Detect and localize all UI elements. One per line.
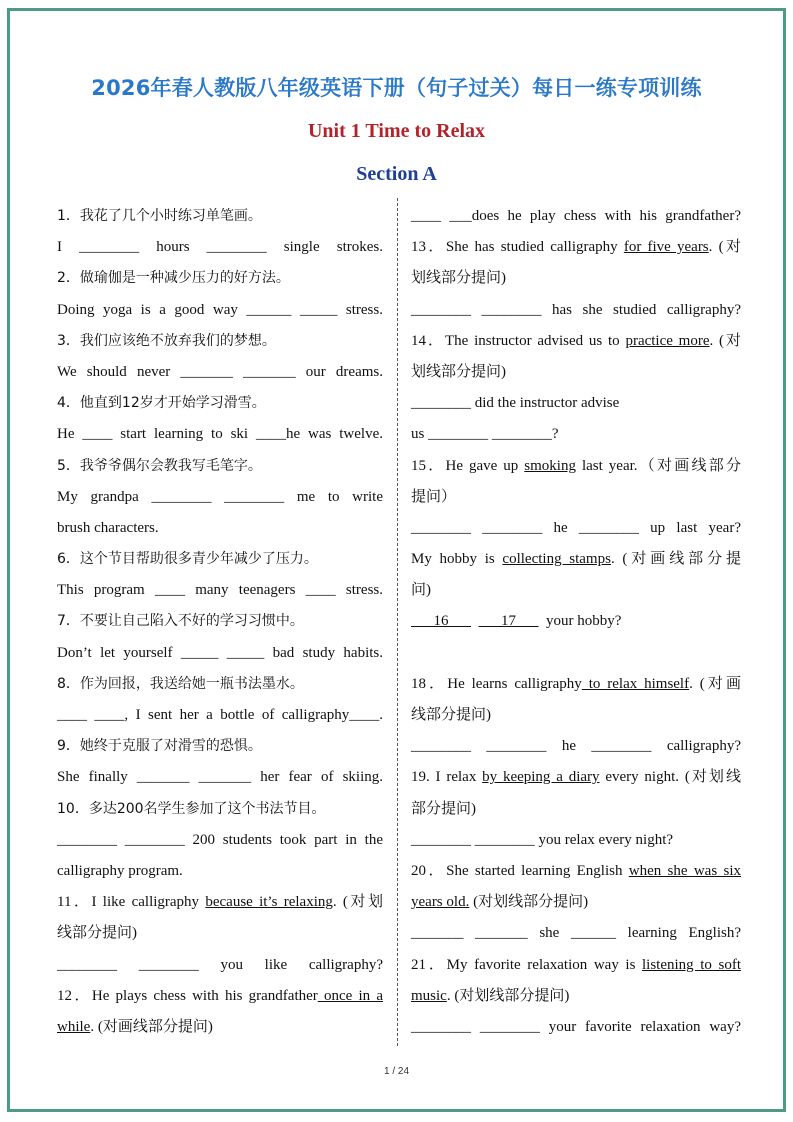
underlined-text: smoking <box>524 457 576 474</box>
underlined-text: to relax himself <box>581 675 690 692</box>
exercise-line <box>411 201 741 232</box>
exercise-line <box>57 544 383 575</box>
exercise-line <box>411 1012 741 1043</box>
exercise-line <box>411 482 741 513</box>
exercise-line <box>411 700 741 731</box>
exercise-line <box>57 794 383 825</box>
right-column <box>411 201 741 1043</box>
exercise-line <box>411 357 741 388</box>
line-text: 8．作为回报，我送给她一瓶书法墨水。 <box>57 675 304 692</box>
exercise-line <box>411 825 741 856</box>
line-text: ________ ________ you relax every night? <box>411 831 674 848</box>
exercise-line <box>411 918 741 949</box>
underlined-text: for five years <box>623 239 709 256</box>
exercise-line <box>411 544 741 575</box>
line-text: . (对划 <box>332 894 383 911</box>
line-text <box>471 613 479 629</box>
exercise-line <box>57 856 383 887</box>
underlined-text: because it’s relaxing <box>205 894 333 911</box>
line-text: He ____ start learning to ski ____he was twelve. <box>57 426 383 443</box>
exercise-line <box>57 762 383 793</box>
page-title: 2026年春人教版八年级英语下册（句子过关）每日一练专项训练 <box>91 76 702 100</box>
line-text: 12．He plays chess with his grandfather <box>57 987 318 1004</box>
section-heading: Section A <box>356 163 437 185</box>
line-text: 1．我花了几个小时练习单笔画。 <box>57 208 262 224</box>
exercise-line <box>411 731 741 762</box>
exercise-line <box>57 232 383 263</box>
line-text: She finally _______ _______ her fear of skiing. <box>57 769 383 786</box>
underlined-text: collecting stamps <box>502 551 611 568</box>
line-text: 10．多达200名学生参加了这个书法节目。 <box>57 800 326 817</box>
line-text: ________ ________ he ________ up last year? <box>411 519 741 536</box>
exercise-line <box>57 513 383 544</box>
exercise-line <box>57 357 383 388</box>
column-divider <box>397 198 398 1046</box>
underlined-text: practice more <box>625 332 710 349</box>
line-text: 提问） <box>411 488 457 505</box>
line-text: 9．她终于克服了对滑雪的恐惧。 <box>57 738 262 755</box>
line-text: 14．The instructor advised us to <box>411 332 626 349</box>
line-text: We should never _______ _______ our dreams. <box>57 363 383 380</box>
underlined-text: listening to soft <box>642 956 741 973</box>
line-text: _______ _______ she ______ learning English? <box>411 925 741 942</box>
line-text: ____ ___does he play chess with his grandfather? <box>411 208 741 224</box>
exercise-line <box>411 794 741 825</box>
line-text: . (对 <box>708 239 741 256</box>
exercise-line <box>57 482 383 513</box>
line-text: 线部分提问) <box>57 925 137 942</box>
line-text: Doing yoga is a good way ______ _____ stress. <box>57 301 383 318</box>
exercise-line <box>411 669 741 700</box>
line-text: 划线部分提问) <box>411 363 506 380</box>
exercise-line <box>411 762 741 793</box>
line-text: My grandpa ________ ________ me to write <box>57 488 383 505</box>
exercise-line <box>411 295 741 326</box>
line-text: 13．She has studied calligraphy <box>411 239 624 256</box>
exercise-line <box>57 326 383 357</box>
exercise-line <box>57 669 383 700</box>
line-text: 15．He gave up <box>411 457 525 474</box>
line-text: 19. I relax <box>411 769 483 786</box>
exercise-line <box>57 918 383 949</box>
exercise-line <box>411 388 741 419</box>
exercise-line <box>57 700 383 731</box>
underlined-text: while <box>57 1018 91 1035</box>
line-text: My hobby is <box>411 551 503 568</box>
underlined-text: years old. <box>411 894 470 911</box>
line-text: us ________ ________? <box>411 426 559 443</box>
exercise-line <box>57 887 383 918</box>
line-text: Don’t let yourself _____ _____ bad study habits. <box>57 644 383 661</box>
line-text: 5．我爷爷偶尔会教我写毛笔字。 <box>57 457 262 474</box>
exercise-line <box>57 731 383 762</box>
line-text: ________ ________ your favorite relaxation way? <box>411 1018 741 1035</box>
line-text: 11．I like calligraphy <box>57 894 206 911</box>
line-text: 线部分提问) <box>411 707 491 723</box>
exercise-line <box>57 388 383 419</box>
left-column <box>57 201 383 1043</box>
exercise-line <box>57 419 383 450</box>
underlined-text: 16 <box>411 613 471 630</box>
line-text: 3．我们应该绝不放弃我们的梦想。 <box>57 332 276 349</box>
exercise-line <box>411 606 741 637</box>
line-text: . (对划线部分提问) <box>446 987 570 1004</box>
exercise-line <box>57 575 383 606</box>
exercise-line <box>57 825 383 856</box>
exercise-line <box>57 981 383 1012</box>
line-text: calligraphy program. <box>57 862 183 879</box>
line-text: every night. (对划线 <box>599 769 741 786</box>
line-text: ________ ________ he ________ calligraphy? <box>411 738 741 755</box>
line-text: 问) <box>411 582 431 599</box>
line-text: . (对 <box>709 332 742 349</box>
page-number: 1 / 24 <box>383 1066 410 1077</box>
line-text: ________ ________ 200 students took part in the <box>57 831 383 848</box>
line-text: ________ did the instructor advise <box>411 395 620 412</box>
line-text: ________ ________ has she studied calligraphy? <box>411 301 741 318</box>
line-text: 6．这个节目帮助很多青少年减少了压力。 <box>57 551 318 568</box>
line-text: ____ ____, I sent her a bottle of calligraphy____. <box>57 707 383 723</box>
underlined-text: 17 <box>478 613 539 630</box>
line-text: last year.（对画线部分 <box>575 457 741 474</box>
exercise-line <box>57 295 383 326</box>
exercise-line <box>57 606 383 637</box>
exercise-line <box>411 419 741 450</box>
exercise-line <box>411 451 741 482</box>
exercise-line <box>57 950 383 981</box>
line-text: 20．She started learning English <box>411 862 629 879</box>
line-text: 7．不要让自己陷入不好的学习习惯中。 <box>57 613 304 630</box>
exercise-line <box>57 263 383 294</box>
line-text: 21．My favorite relaxation way is <box>411 956 642 973</box>
underlined-text: once in a <box>317 987 383 1004</box>
exercise-line <box>411 981 741 1012</box>
underlined-text: music <box>411 987 447 1004</box>
exercise-line <box>411 232 741 263</box>
line-text: . (对画 <box>689 675 742 692</box>
line-text: (对划线部分提问) <box>469 894 589 911</box>
exercise-line <box>57 1012 383 1043</box>
unit-heading: Unit 1 Time to Relax <box>307 120 486 142</box>
line-text: brush characters. <box>57 519 159 536</box>
line-text: I ________ hours ________ single strokes. <box>57 239 383 256</box>
exercise-line <box>57 451 383 482</box>
exercise-line <box>57 201 383 232</box>
line-text: This program ____ many teenagers ____ stress. <box>57 582 383 599</box>
exercise-line <box>411 638 741 669</box>
exercise-line <box>411 950 741 981</box>
exercise-line <box>411 575 741 606</box>
exercise-line <box>411 263 741 294</box>
line-text: 部分提问) <box>411 800 476 817</box>
exercise-line <box>411 887 741 918</box>
line-text: . (对画线部分提问) <box>90 1018 213 1035</box>
exercise-line <box>411 856 741 887</box>
line-text: 2．做瑜伽是一种减少压力的好方法。 <box>57 270 290 287</box>
line-text: your hobby? <box>538 613 622 630</box>
line-text: ________ ________ you like calligraphy? <box>57 956 383 973</box>
exercise-line <box>411 326 741 357</box>
line-text: 18．He learns calligraphy <box>411 675 582 692</box>
line-text: 4．他直到12岁才开始学习滑雪。 <box>57 395 266 412</box>
line-text: 划线部分提问) <box>411 270 506 287</box>
line-text: . (对画线部分提 <box>610 551 742 568</box>
underlined-text: when she was six <box>628 862 741 879</box>
exercise-line <box>411 513 741 544</box>
underlined-text: by keeping a diary <box>482 769 600 786</box>
exercise-line <box>57 638 383 669</box>
